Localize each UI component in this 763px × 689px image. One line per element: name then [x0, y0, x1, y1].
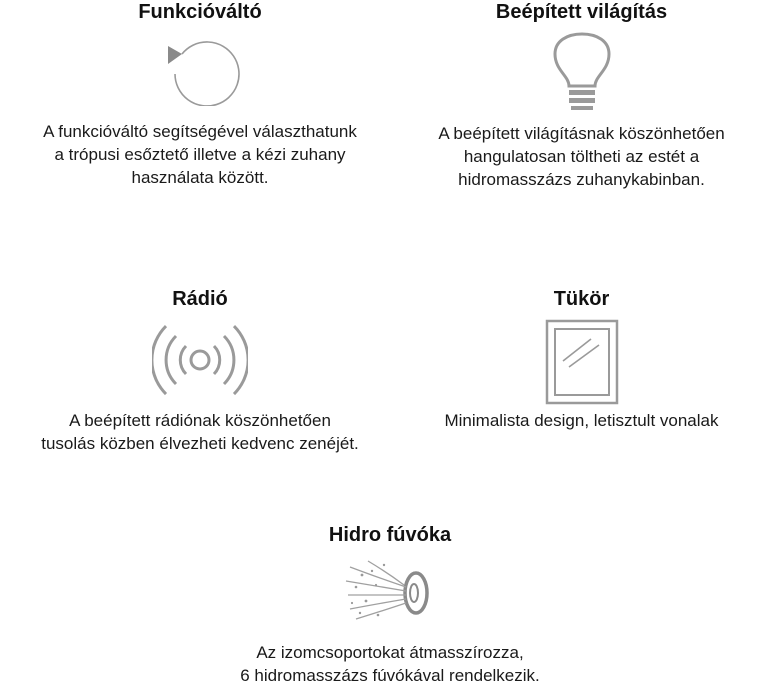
- feature-description: [400, 122, 763, 191]
- description-line: használata között.: [131, 168, 269, 187]
- feature-description: [0, 409, 400, 455]
- description-line: Az izomcsoportokat átmasszírozza,: [256, 643, 524, 662]
- description-line: a trópusi esőztető illetve a kézi zuhany: [54, 145, 346, 164]
- feature-title: Rádió: [172, 288, 228, 310]
- feature-mirror: [400, 287, 763, 432]
- feature-description: [0, 120, 400, 189]
- description-line: A beépített világításnak köszönhetően: [438, 124, 725, 143]
- description-line: hidromasszázs zuhanykabinban.: [458, 170, 705, 189]
- description-line: A funkcióváltó segítségével választhatunk: [43, 122, 357, 141]
- description-line: tusolás közben élvezheti kedvenc zenéjét.: [41, 434, 359, 453]
- feature-built-in-lighting: [400, 0, 763, 191]
- feature-title: Hidro fúvóka: [328, 524, 452, 546]
- feature-radio: [0, 287, 400, 455]
- description-line: 6 hidromasszázs fúvókával rendelkezik.: [240, 666, 540, 685]
- description-line: A beépített rádiónak köszönhetően: [69, 411, 331, 430]
- rotate-arrow-icon: [160, 34, 240, 106]
- description-line: Minimalista design, letisztult vonalak: [444, 411, 719, 430]
- feature-function-switch: [0, 0, 400, 189]
- feature-title: Funkcióváltó: [138, 1, 262, 23]
- feature-title: Tükör: [553, 288, 610, 310]
- description-line: hangulatosan töltheti az estét a: [463, 147, 700, 166]
- feature-description: [400, 409, 763, 432]
- radio-waves-icon: [152, 319, 248, 401]
- water-jet-icon: [342, 557, 438, 625]
- feature-description: [190, 641, 590, 687]
- feature-hydro-jet: [190, 523, 590, 687]
- feature-title: Beépített világítás: [495, 1, 668, 23]
- light-bulb-icon: [547, 32, 617, 114]
- mirror-icon: [545, 319, 619, 405]
